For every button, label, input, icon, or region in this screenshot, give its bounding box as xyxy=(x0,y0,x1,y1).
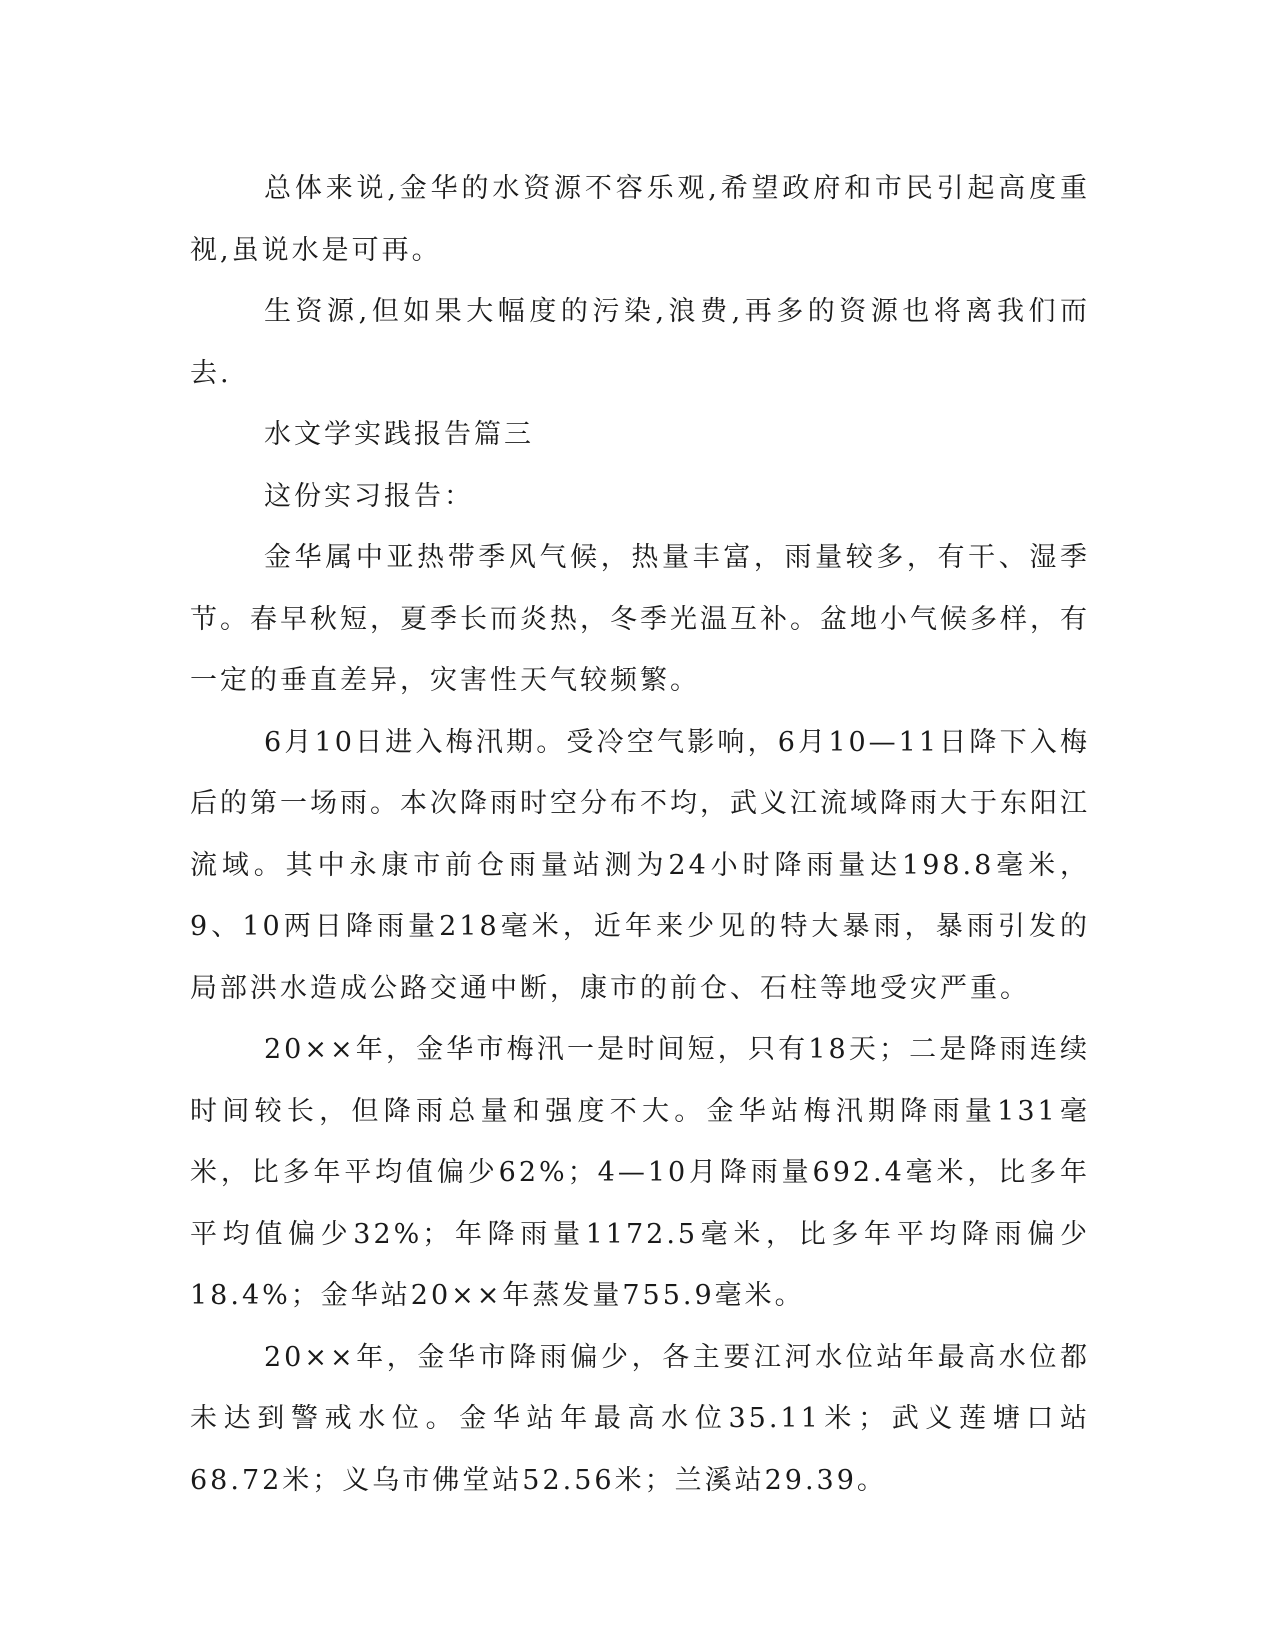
paragraph-plum-rain: 6月10日进入梅汛期。受冷空气影响，6月10—11日降下入梅后的第一场雨。本次降雨时空分布不均，武义江流域降雨大于东阳江流域。其中永康市前仓雨量站测为24小时降雨量达198.8毫米，9、10两日降雨量218毫米，近年来少见的特大暴雨，暴雨引发的局部洪水造成公路交通中断，康市的前仓、石柱等地受灾严重。 xyxy=(190,726,1090,1004)
paragraph-water-levels: 20××年，金华市降雨偏少，各主要江河水位站年最高水位都未达到警戒水位。金华站年最高水位35.11米；武义莲塘口站68.72米；义乌市佛堂站52.56米；兰溪站29.39。 xyxy=(190,1341,1090,1496)
paragraph-climate: 金华属中亚热带季风气候，热量丰富，雨量较多，有干、湿季节。春早秋短，夏季长而炎热，冬季光温互补。盆地小气候多样，有一定的垂直差异，灾害性天气较频繁。 xyxy=(190,542,1090,696)
paragraph-resource-warning: 生资源,但如果大幅度的污染,浪费,再多的资源也将离我们而去. xyxy=(190,296,1090,389)
document-body xyxy=(190,158,1090,1511)
paragraph-report-intro: 这份实习报告： xyxy=(264,480,474,512)
paragraph-rainfall-stats: 20××年，金华市梅汛一是时间短，只有18天；二是降雨连续时间较长，但降雨总量和强度不大。金华站梅汛期降雨量131毫米，比多年平均值偏少62%；4—10月降雨量692.4毫米，比多年平均值偏少32%；年降雨量1172.5毫米，比多年平均降雨偏少18.4%；金华站20××年蒸发量755.9毫米。 xyxy=(190,1034,1090,1311)
paragraph-summary: 总体来说,金华的水资源不容乐观,希望政府和市民引起高度重视,虽说水是可再。 xyxy=(190,173,1090,266)
section-heading: 水文学实践报告篇三 xyxy=(264,419,534,450)
